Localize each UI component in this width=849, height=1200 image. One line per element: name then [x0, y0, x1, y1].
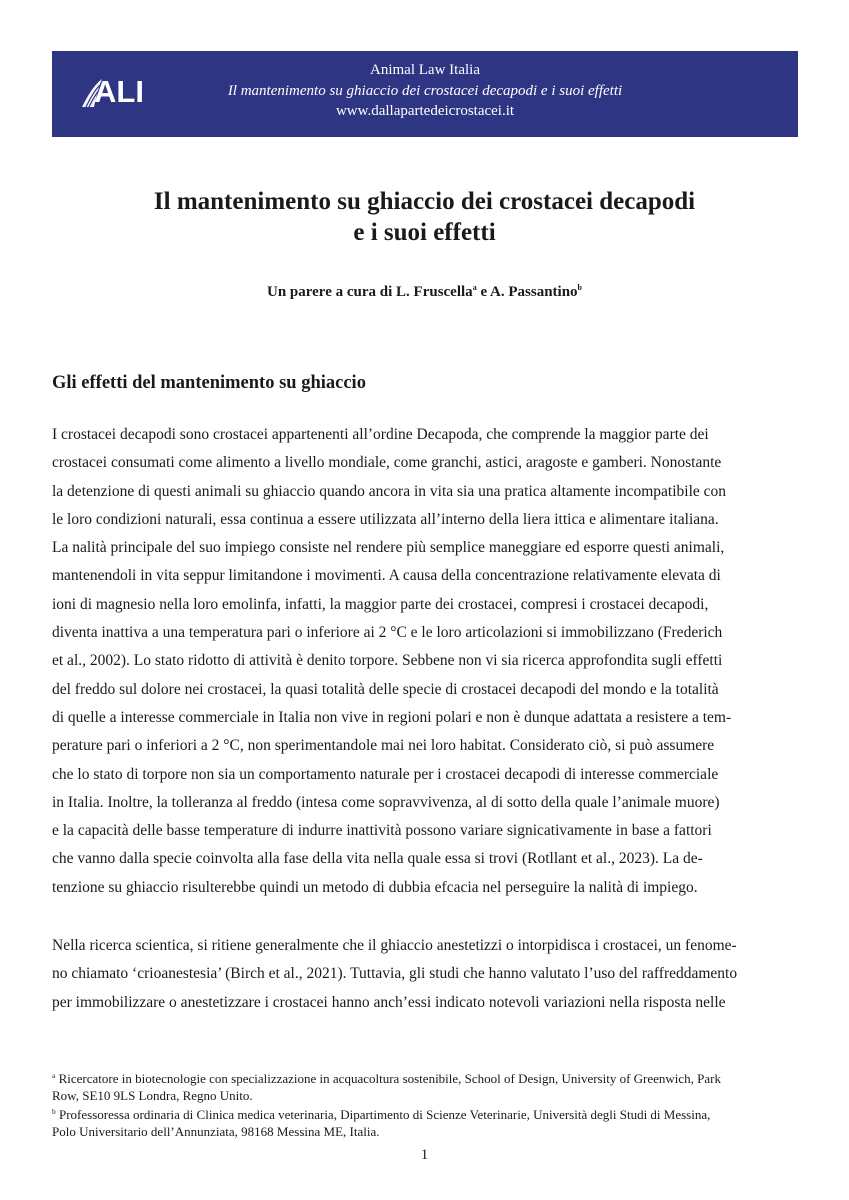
footnote-a-line-2: Row, SE10 9LS Londra, Regno Unito. [52, 1087, 253, 1103]
text-line: ioni di magnesio nella loro emolinfa, infatti, la maggior parte dei crostacei, compresi i crostacei decapodi, [52, 595, 709, 613]
text-line: no chiamato ‘crioanestesia’ (Birch et al., 2021). Tuttavia, gli studi che hanno valutato l’uso del raffreddamento [52, 965, 738, 983]
text-line: per immobilizzare o anestetizzare i crostacei hanno anch’essi indicato notevoli variazioni nella risposta nelle [52, 993, 726, 1011]
text-line: Nella ricerca scientica, si ritiene generalmente che il ghiaccio anestetizzi o intorpidisca i crostacei, un fenome- [52, 937, 737, 954]
header-banner [52, 51, 798, 137]
text-line: crostacei consumati come alimento a livello mondiale, come granchi, astici, aragoste e gamberi. Nonostante [52, 454, 722, 472]
text-line: mantenendoli in vita seppur limitandone i movimenti. A causa della concentrazione relativamente elevata di [52, 567, 721, 585]
text-line: La nalità principale del suo impiego consiste nel rendere più semplice maneggiare ed esporre questi animali, [52, 539, 725, 557]
footnote-b-line-1: Professoressa ordinaria di Clinica medica veterinaria, Dipartimento di Scienze Veterinarie, Università degli Studi di Messina, [55, 1107, 711, 1123]
byline-prefix: Un parere a cura di L. Fruscella [267, 284, 473, 300]
text-line: del freddo sul dolore nei crostacei, la quasi totalità delle specie di crostacei decapodi del mondo e la totalità [52, 680, 719, 698]
footnote-ref-a[interactable]: a [472, 283, 477, 292]
footnote-b-line-2: Polo Universitario dell’Annunziata, 98168 Messina ME, Italia. [52, 1123, 380, 1139]
text-line: I crostacei decapodi sono crostacei appartenenti all’ordine Decapoda, che comprende la maggior parte dei [52, 426, 709, 443]
paragraph-1 [52, 421, 812, 902]
text-line: in Italia. Inoltre, la tolleranza al freddo (intesa come sopravvivenza, al di sotto della quale l’animale muore) [52, 793, 720, 811]
website-link[interactable]: www.dallapartedeicrostacei.it [335, 103, 515, 119]
text-line: che lo stato di torpore non sia un comportamento naturale per i crostacei decapodi di interesse commerciale [52, 765, 719, 783]
text-line: di quelle a interesse commerciale in Italia non vive in regioni polari e non è dunque adattata a resistere a tem- [52, 708, 732, 726]
text-line: la detenzione di questi animali su ghiaccio quando ancora in vita sia una pratica altamente incompatibile con [52, 482, 727, 500]
paragraph-2 [52, 932, 812, 1017]
footnote-a-mark: a [52, 1071, 56, 1080]
byline-middle: e A. Passantino [476, 284, 578, 300]
page-title [40, 186, 809, 248]
title-line-1: Il mantenimento su ghiaccio dei crostacei decapodi [153, 188, 696, 215]
footnote-ref-b[interactable]: b [577, 283, 582, 292]
header-subtitle: Il mantenimento su ghiaccio dei crostacei decapodi e i suoi effetti [227, 82, 623, 99]
author-byline [0, 283, 849, 301]
title-line-2: e i suoi effetti [353, 219, 496, 246]
footnote-b-mark: b [52, 1107, 56, 1117]
page-number: 1 [420, 1147, 429, 1163]
logo-text: ALI [94, 74, 144, 109]
text-line: che vanno dalla specie coinvolta alla fase della vita nella quale essa si trovi (Rotllant et al., 2023). La de- [52, 850, 703, 868]
organization-name: Animal Law Italia [370, 62, 480, 78]
section-heading: Gli effetti del mantenimento su ghiaccio [52, 373, 366, 393]
footnote-a-line-1: Ricercatore in biotecnologie con specializzazione in acquacoltura sostenibile, School of Design, University of Greenwich, Park [55, 1071, 722, 1086]
text-line: le loro condizioni naturali, essa continua a essere utilizzata all’interno della liera ittica e alimentare italiana. [52, 510, 719, 528]
text-line: perature pari o inferiori a 2 °C, non sperimentandole mai nei loro habitat. Considerato ciò, si può assumere [52, 737, 715, 755]
text-line: e la capacità delle basse temperature di indurre inattività possono variare signicativamente in base a fattori [52, 822, 712, 840]
text-line: diventa inattiva a una temperatura pari o inferiore ai 2 °C e le loro articolazioni si immobilizzano (Frederich [52, 624, 723, 642]
footnote-a [52, 1068, 802, 1088]
footnote-b [52, 1104, 802, 1124]
footnotes [52, 1068, 802, 1140]
text-line: tenzione su ghiaccio risulterebbe quindi un metodo di dubbia efcacia nel perseguire la nalità di impiego. [52, 878, 698, 896]
text-line: et al., 2002). Lo stato ridotto di attività è denito torpore. Sebbene non vi sia ricerca approfondita sugli effetti [52, 652, 723, 670]
header-text [52, 60, 798, 122]
